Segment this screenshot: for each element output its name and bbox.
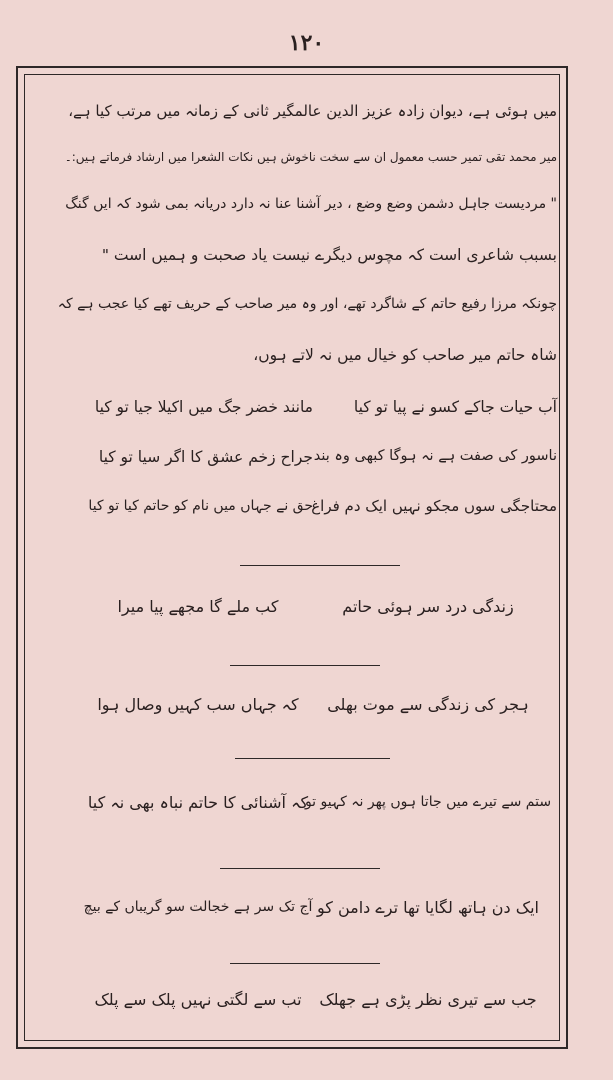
prose-line: میں ہوئی ہے، دیوان زادہ عزیز الدین عالمگیر ثانی کے زمانہ میں مرتب کیا ہے، <box>68 102 557 120</box>
couplet-first-hemistich: زندگی درد سر ہوئی حاتم <box>342 597 514 616</box>
section-divider <box>240 565 400 566</box>
prose-line: بسبب شاعری است کہ مچوس دیگرے نیست یاد صحبت و ہمیں است " <box>101 246 557 264</box>
section-divider <box>235 758 390 759</box>
couplet-first-hemistich: ہجر کی زندگی سے موت بھلی <box>327 695 529 714</box>
couplet-second-hemistich: کب ملے گا مجھے پیا میرا <box>117 597 279 616</box>
couplet-second-hemistich: آج تک سر ہے خجالت سو گریباں کے بیچ <box>83 899 313 915</box>
verse-second-hemistich: حق نے جہاں میں نام کو حاتم کیا تو کیا <box>88 498 313 514</box>
section-divider <box>230 963 380 964</box>
couplet-second-hemistich: تب سے لگتی نہیں پلک سے پلک <box>94 990 302 1009</box>
prose-line: شاہ حاتم میر صاحب کو خیال میں نہ لاتے ہوں، <box>253 346 557 364</box>
page-border-inner <box>24 74 560 1041</box>
page-number: ١٢٠ <box>288 30 325 56</box>
verse-first-hemistich: آب حیات جاکے کسو نے پیا تو کیا <box>353 398 557 416</box>
verse-first-hemistich: محتاجگی سوں مجکو نہیں ایک دم فراغ <box>311 497 557 515</box>
section-divider <box>230 665 380 666</box>
couplet-first-hemistich: جب سے تیری نظر پڑی ہے جھلک <box>319 990 537 1009</box>
couplet-second-hemistich: کہ جہاں سب کہیں وصال ہوا <box>97 695 299 714</box>
prose-line: میر محمد تقی تمیر حسب معمول ان سے سخت ناخوش ہیں نکات الشعرا میں ارشاد فرماتے ہیں:۔ <box>64 150 557 164</box>
verse-second-hemistich: مانند خضر جگ میں اکیلا جیا تو کیا <box>94 398 313 416</box>
couplet-first-hemistich: ستم سے تیرے میں جاتا ہوں پھر نہ کہیو تو <box>304 794 552 810</box>
verse-first-hemistich: ناسور کی صفت ہے نہ ہوگا کبھی وہ بند <box>313 448 557 464</box>
verse-second-hemistich: جراح زخم عشق کا اگر سیا تو کیا <box>98 448 313 466</box>
couplet-second-hemistich: کہ آشنائی کا حاتم نباہ بھی نہ کیا <box>87 793 309 812</box>
prose-line: چونکہ مرزا رفیع حاتم کے شاگرد تھے، اور وہ میر صاحب کے حریف تھے کیا عجب ہے کہ <box>57 296 557 312</box>
couplet-first-hemistich: ایک دن ہاتھ لگایا تھا ترے دامن کو <box>317 898 539 917</box>
section-divider <box>220 868 380 869</box>
prose-line: " مردیست جاہل دشمن وضع وضع ، دیر آشنا عنا نہ دارد دریانہ بمی شود کہ ایں گنگ <box>65 196 557 212</box>
